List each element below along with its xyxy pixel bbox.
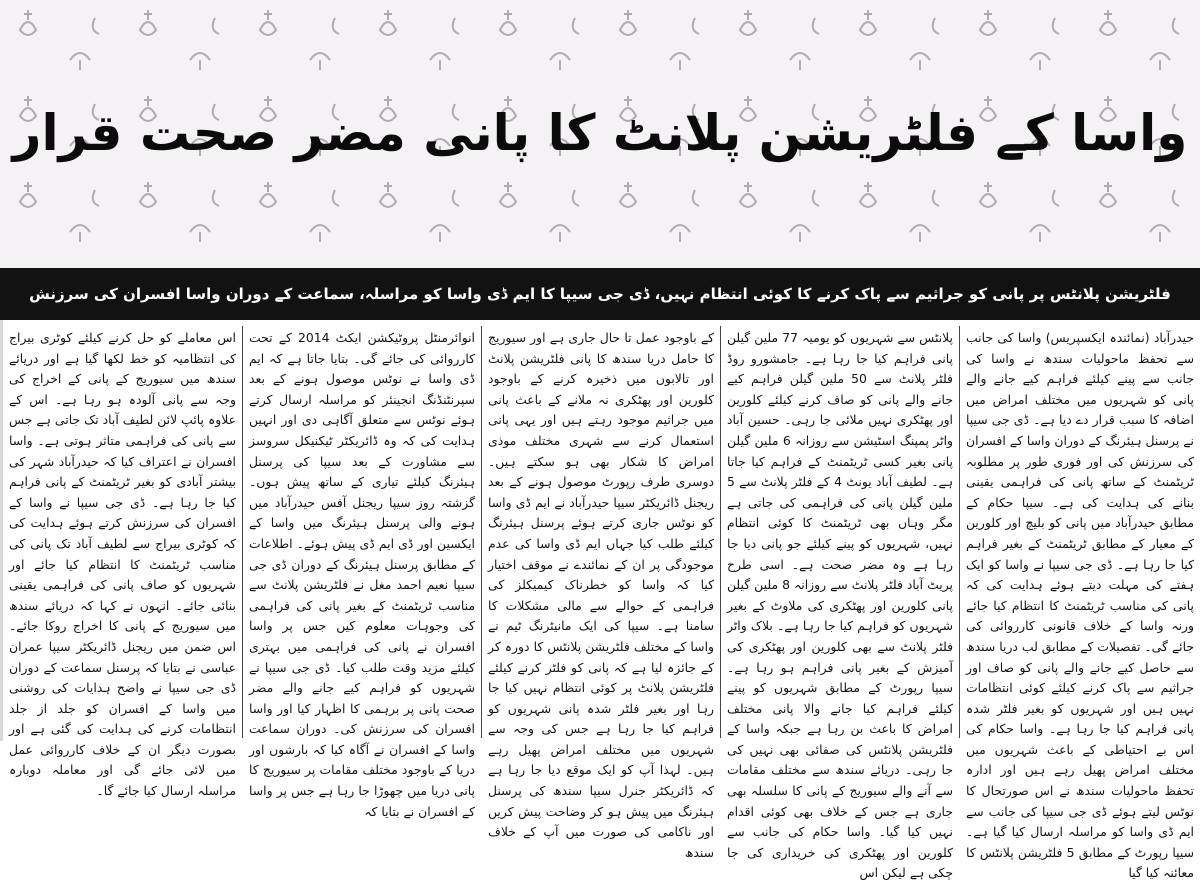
article-column-2: پلانٹس سے شہریوں کو یومیہ 77 ملین گیلن پانی فراہم کیا جا رہا ہے۔ جامشورو روڈ فلٹر پلانٹ سے 50 ملین گیلن فراہم کیے جانے والے پانی کو صاف کرنے کیلئے کلورین اور پھٹکری نہیں ملائی جا رہی۔ حسین آباد واٹر پمپنگ اسٹیشن سے روزانہ 6 ملین گیلن پانی بغیر کسی ٹریٹمنٹ کے فراہم کیا جاتا ہے۔ لطیف آباد یونٹ 4 کے فلٹر پلانٹ سے 5 ملین گیلن پانی کی فراہمی کی جاتی ہے مگر وہاں بھی ٹریٹمنٹ کا کوئی انتظام نہیں، شہریوں کو پینے کیلئے جو پانی دیا جا رہا ہے وہ مضر صحت ہے۔ اسی طرح پریٹ آباد فلٹر پلانٹ سے روزانہ 8 ملین گیلن پانی کلورین اور پھٹکری کی ملاوٹ کے بغیر شہریوں کو فراہم کیا جا رہا ہے۔ بلاک واٹر فلٹر پلانٹ سے بھی کلورین اور پھٹکری کی آمیزش کے بغیر پانی فراہم ہو رہا ہے۔ سیپا رپورٹ کے مطابق شہریوں کو پینے کیلئے فراہم کیا جانے والا پانی مختلف امراض کا باعث بن رہا ہے جبکہ واسا کے فلٹریشن پلانٹس کی صفائی بھی نہیں کی جا رہی۔ دریائے سندھ سے مختلف مقامات سے آنے والے سیوریج کے پانی کا سلسلہ بھی جاری ہے جس کے خلاف بھی کوئی اقدام نہیں کیا گیا۔ واسا حکام کی جانب سے کلورین اور پھٹکری کی خریداری کی جا چکی ہے لیکن اس [727, 330, 953, 881]
headline-banner [0, 0, 1200, 268]
article-columns [0, 322, 1200, 881]
article-column-3: کے باوجود عمل تا حال جاری ہے اور سیوریج کا حامل دریا سندھ کا پانی فلٹریشن پلانٹ اور تالابوں میں ذخیرہ کرنے کے باوجود کلورین اور پھٹکری نہ ملانے کے باعث پانی میں جراثیم موجود رہتے ہیں اور یہی پانی استعمال کرنے سے شہری مختلف موذی امراض کا شکار بھی ہو سکتے ہیں۔ دوسری طرف رپورٹ موصول ہونے کے بعد ریجنل ڈائریکٹر سیپا حیدرآباد نے ایم ڈی واسا کو نوٹس جاری کرتے ہوئے پرسنل ہیئرنگ کیلئے طلب کیا جہاں ایم ڈی واسا کی عدم موجودگی پر ان کے نمائندے نے موقف اختیار کیا کہ واسا کو خطرناک کیمیکلز کی فراہمی کے حوالے سے مالی مشکلات کا سامنا ہے۔ سیپا کی ایک مانیٹرنگ ٹیم نے واسا کے مختلف فلٹریشن پلانٹس کا دورہ کر کے جائزہ لیا ہے کہ پانی کو فلٹر کرنے کیلئے فلٹریشن پلانٹ پر کوئی انتظام نہیں کیا جا رہا اور بغیر فلٹر شدہ پانی شہریوں کو فراہم کیا جا رہا ہے جس کی وجہ سے شہریوں میں مختلف امراض پھیل رہے ہیں۔ لہذا آپ کو ایک موقع دیا جا رہا ہے کہ ڈائریکٹر جنرل سیپا سندھ کی پرسنل ہیئرنگ میں پیش ہو کر وضاحت پیش کریں اور ناکامی کی صورت میں آپ کے خلاف سندھ [488, 330, 714, 860]
article-column-5: اس معاملے کو حل کرنے کیلئے کوٹری بیراج کی انتظامیہ کو خط لکھا گیا ہے اور دریائے سندھ میں سیوریج کے پانی کے اخراج کی وجہ سے پانی آلودہ ہو رہا ہے۔ اس کے علاوہ پائپ لائن لطیف آباد تک جاتی ہے جس سے پانی کی فراہمی متاثر ہوتی ہے۔ واسا افسران نے اعتراف کیا کہ حیدرآباد شہر کی بیشتر آبادی کو بغیر ٹریٹمنٹ کے پانی فراہم کیا جا رہا ہے۔ ڈی جی سیپا نے واسا کے افسران کی سرزنش کرتے ہوئے ہدایت کی کہ کوٹری بیراج سے لطیف آباد تک پانی کی مناسب ٹریٹمنٹ کا انتظام کیا جائے اور شہریوں کو صاف پانی کی فراہمی یقینی بنائی جائے۔ انہوں نے کہا کہ دریائے سندھ میں سیوریج کے پانی کا اخراج روکا جائے۔ اس ضمن میں ریجنل ڈائریکٹر سیپا عمران عباسی نے بتایا کہ پرسنل سماعت کے دوران ڈی جی سیپا نے واضح ہدایات کی روشنی میں واسا کے افسران کو جلد از جلد انتظامات کرنے کی ہدایت کی گئی ہے اور بصورت دیگر ان کے خلاف کارروائی عمل میں لائی جائے گی اور معاملہ دوبارہ مراسلہ ارسال کیا جائے گا۔ [9, 330, 236, 799]
column-divider [720, 326, 721, 738]
column-divider [481, 326, 482, 738]
article-column-1: حیدرآباد (نمائندہ ایکسپریس) واسا کی جانب سے تحفظ ماحولیات سندھ نے واسا کی جانب سے پینے کیلئے فراہم کیے جانے والے پانی کو شہریوں میں مختلف امراض میں اضافہ کا سبب قرار دے دیا ہے۔ ڈی جی سیپا نے پرسنل ہیئرنگ کے دوران واسا کے افسران کی سرزنش کی اور فوری طور پر مطلوبہ ٹریٹمنٹ کے ساتھ پانی کی فراہمی یقینی بنانے کی ہدایت کی ہے۔ سیپا حکام کے مطابق حیدرآباد میں پانی کو بلیچ اور کلورین کے معیار کے مطابق ٹریٹمنٹ کے بغیر فراہم کیا جا رہا ہے۔ ڈی جی سیپا نے واسا کو ایک ہفتے کی مہلت دیتے ہوئے ہدایت کی کہ پانی کی مناسب ٹریٹمنٹ کا انتظام کیا جائے ورنہ واسا کے خلاف قانونی کارروائی کی جائے گی۔ تفصیلات کے مطابق لب دریا سندھ سے حاصل کیے جانے والے پانی کو صاف اور جراثیم سے پاک کرنے کیلئے کوئی انتظامات نہیں ہیں اور شہریوں کو بغیر فلٹر شدہ پانی فراہم کیا جا رہا ہے۔ واسا حکام کی اس بے احتیاطی کے باعث شہریوں میں مختلف امراض پھیل رہے ہیں اور ادارہ تحفظ ماحولیات سندھ نے اس صورتحال کا نوٹس لیتے ہوئے ڈی جی سیپا کی جانب سے ایم ڈی واسا کو مراسلہ ارسال کیا گیا ہے۔ سیپا رپورٹ کے مطابق 5 فلٹریشن پلانٹس کا معائنہ کیا گیا [966, 330, 1194, 881]
column-divider [242, 326, 243, 738]
subheadline-bar: فلٹریشن پلانٹس پر پانی کو جراثیم سے پاک کرنے کا کوئی انتظام نہیں، ڈی جی سیپا کا ایم ڈی واسا کو مراسلہ، سماعت کے دوران واسا افسران کی سرزنش [0, 268, 1200, 320]
article-column-4: انوائرمنٹل پروٹیکشن ایکٹ 2014 کے تحت کارروائی کی جائے گی۔ بتایا جاتا ہے کہ ایم ڈی واسا نے نوٹس موصول ہونے کے بعد سپرنٹنڈنگ انجینئر کو مراسلہ ارسال کرتے ہوئے نوٹس سے متعلق آگاہی دی اور انہیں ہدایت کی کہ وہ ڈائریکٹر ٹیکنیکل سروسز سے مشاورت کے بعد سیپا کی پرسنل ہیئرنگ کیلئے تیاری کے ساتھ پیش ہوں۔ گزشتہ روز سیپا ریجنل آفس حیدرآباد میں ہونے والی پرسنل ہیئرنگ میں واسا کے ایکسین اور ڈی ایم ڈی پیش ہوئے۔ اطلاعات کے مطابق پرسنل ہیئرنگ کے دوران ڈی جی سیپا نعیم احمد مغل نے فلٹریشن پلانٹ سے مناسب ٹریٹمنٹ کے بغیر پانی کی فراہمی کی وجوہات معلوم کیں جس پر واسا افسران نے پانی کی فراہمی میں بہتری کیلئے مزید وقت طلب کیا۔ ڈی جی سیپا نے شہریوں کو فراہم کیے جانے والے مضر صحت پانی پر برہمی کا اظہار کیا اور واسا افسران کی سرزنش کی۔ دوران سماعت واسا کے افسران نے آگاہ کیا کہ بارشوں اور دریا کے باوجود مختلف مقامات پر سیوریج کا پانی دریا میں چھوڑا جا رہا ہے جس پر واسا کے افسران نے بتایا کہ [249, 330, 475, 819]
headline: واسا کے فلٹریشن پلانٹ کا پانی مضر صحت قرار [12, 104, 1188, 163]
column-divider [959, 326, 960, 738]
